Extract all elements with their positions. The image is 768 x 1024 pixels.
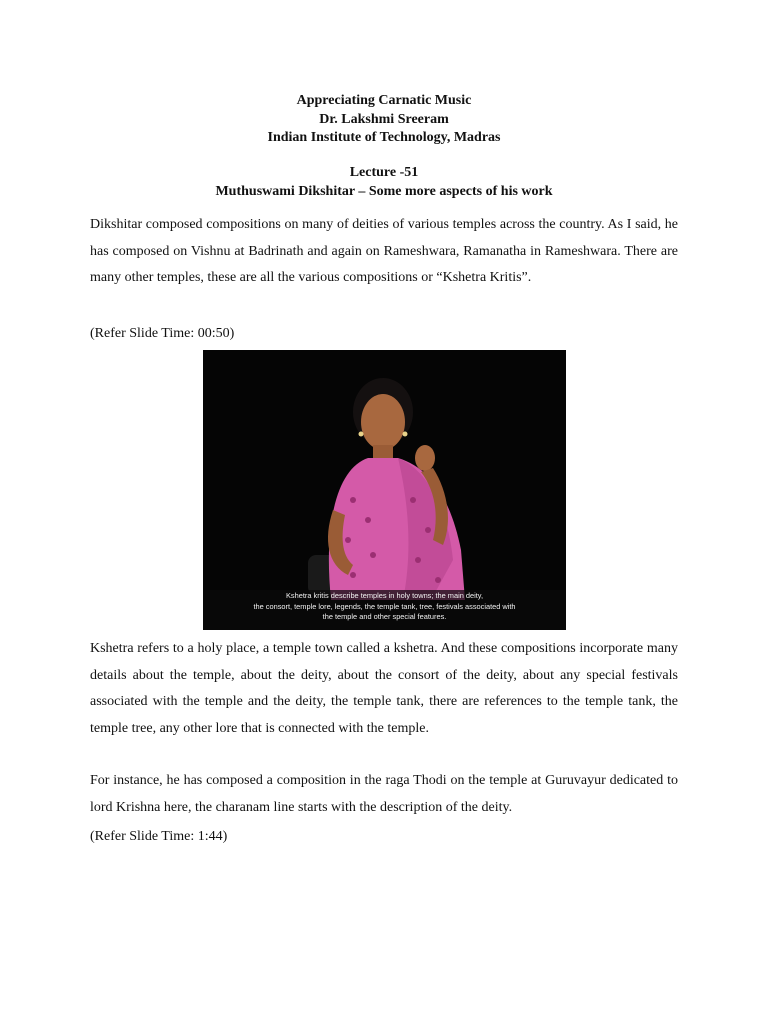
institution-name: Indian Institute of Technology, Madras xyxy=(267,130,501,145)
refer-slide-time-1: (Refer Slide Time: 00:50) xyxy=(90,326,235,341)
paragraph-1: Dikshitar composed compositions on many of deities of various temples across the country. As I said, he has composed on Vishnu at Badrinath and again on Rameshwara, Ramanatha in Rameshwara. There are many other temples, these are all the various compositions or “Kshetra Kritis”. xyxy=(90,217,678,285)
video-subtitle xyxy=(203,590,566,630)
lecture-heading xyxy=(0,164,768,201)
refer-slide-time-2: (Refer Slide Time: 1:44) xyxy=(90,829,228,844)
course-title: Appreciating Carnatic Music xyxy=(296,93,472,108)
paragraph-2: Kshetra refers to a holy place, a temple town called a kshetra. And these compositions incorporate many details about the temple, about the deity, about the consort of the deity, about any special festivals associated with the temple and the deity, the temple tank, there are references to the temple tank, the temple tree, any other lore that is connected with the temple. xyxy=(90,641,678,736)
paragraph-3: For instance, he has composed a composition in the raga Thodi on the temple at Guruvayur dedicated to lord Krishna here, the charanam line starts with the description of the deity. xyxy=(90,773,678,815)
speaker-illustration xyxy=(203,350,566,630)
subtitle-line-2: the consort, temple lore, legends, the temple tank, tree, festivals associated with xyxy=(253,601,516,611)
document-header xyxy=(0,92,768,148)
subtitle-line-1: Kshetra kritis describe temples in holy towns; the main deity, xyxy=(285,591,484,600)
subtitle-line-3: the temple and other special features. xyxy=(322,612,447,622)
lecture-number: Lecture -51 xyxy=(349,165,419,180)
lecture-video-frame xyxy=(203,350,566,630)
author-name: Dr. Lakshmi Sreeram xyxy=(319,111,449,127)
lecture-title: Muthuswami Dikshitar – Some more aspects of his work xyxy=(215,183,553,199)
